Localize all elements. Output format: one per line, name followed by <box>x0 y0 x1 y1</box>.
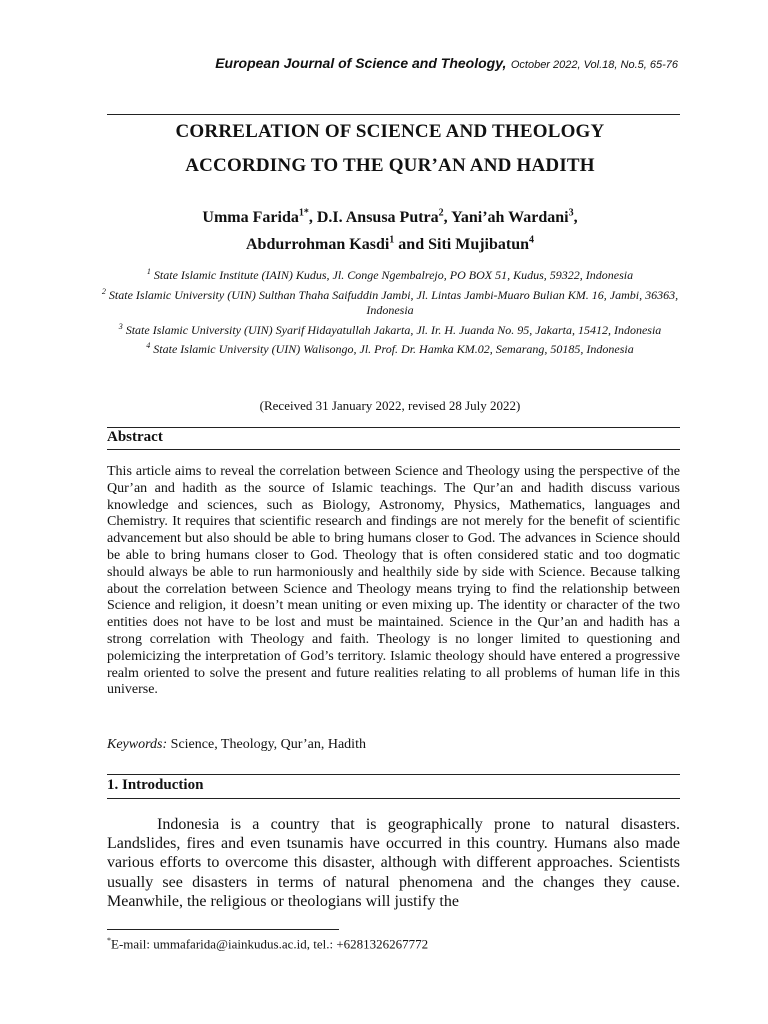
received-dates: (Received 31 January 2022, revised 28 July 2022) <box>259 398 521 413</box>
title-line-2: ACCORDING TO THE QUR’AN AND HADITH <box>185 155 595 176</box>
affiliations <box>100 264 680 358</box>
footnote-rule <box>107 929 339 930</box>
abstract-bottom-rule <box>107 449 680 450</box>
paper-title <box>100 115 680 183</box>
journal-header <box>100 55 678 73</box>
keywords-text: Science, Theology, Qur’an, Hadith <box>170 737 366 752</box>
author: Siti Mujibatun$^4$ <box>428 234 535 253</box>
introduction-heading: 1. Introduction <box>107 777 204 793</box>
footnote-mark: * <box>107 936 111 945</box>
intro-bottom-rule <box>107 798 680 799</box>
author: D.I. Ansusa Putra$^2$, <box>316 208 452 227</box>
affiliation: $^4$ State Islamic University (UIN) Walisongo, Jl. Prof. Dr. Hamka KM.02, Semarang, 50185, Indonesia <box>146 341 634 356</box>
footnote-text: E-mail: ummafarida@iainkudus.ac.id, tel.: +6281326267772 <box>111 936 429 952</box>
issue-info: October 2022, Vol.18, No.5, 65-76 <box>510 59 678 71</box>
abstract-heading: Abstract <box>107 429 163 445</box>
author: Yani’ah Wardani$^3$, <box>451 208 578 227</box>
abstract-top-rule <box>107 427 680 428</box>
author: Abdurrohman Kasdi$^1$ and <box>245 234 429 253</box>
title-line-1: CORRELATION OF SCIENCE AND THEOLOGY <box>175 121 605 142</box>
author-list <box>100 203 680 256</box>
keywords <box>107 737 680 753</box>
abstract-text: This article aims to reveal the correlation between Science and Theology using the perspective of the Qur’an and hadith as the source of Islamic teachings. The Qur’an and hadith discuss various knowledge and sciences, such as Biology, Astronomy, Physics, Mathematics, languages and Chemistry. It requires that scientific research and findings are not merely for the benefit of scientific advancement but also should be able to bring humans closer to God. The advances in Science should be able to bring humans closer to God. Theology that is often considered static and too dogmatic should always be able to run harmoniously and healthily side by side with Science. Because talking about the correlation between Science and Theology means trying to find the relationship between Science and religion, it doesn’t mean uniting or even mixing up. The identity or character of the two entities does not have to be lost and must be maintained. Science in the Qur’an and hadith has a strong correlation with Theology and faith. Theology is no longer limited to questioning and polemicizing the interpretation of God’s territory. Islamic theology should have entered a progressive realm oriented to solve the present and future realities relating to all problems of human life in this universe. <box>107 464 680 698</box>
affiliation: $^2$ State Islamic University (UIN) Sulthan Thaha Saifuddin Jambi, Jl. Lintas Jambi-Muaro Bulian KM. 16, Jambi, 36363, Indonesia <box>101 286 679 317</box>
keywords-label: Keywords: <box>107 737 168 752</box>
affiliation: $^3$ State Islamic University (UIN) Syarif Hidayatullah Jakarta, Jl. Ir. H. Juanda No. 95, Jakarta, 15412, Indonesia <box>118 321 662 337</box>
author: Umma Farida$^{1*}$, <box>202 208 317 227</box>
footnote <box>107 936 680 952</box>
introduction-text: Indonesia is a country that is geographically prone to natural disasters. Landslides, fires and even tsunamis have occurred in this country. Humans also made various efforts to overcome this disaster, although with different approaches. Scientists usually see disasters in terms of natural phenomena and the changes they cause. Meanwhile, the religious or theologians will justify the <box>107 816 680 910</box>
affiliation: $^1$ State Islamic Institute (IAIN) Kudus, Jl. Conge Ngembalrejo, PO BOX 51, Kudus, 59322, Indonesia <box>146 267 634 282</box>
intro-top-rule <box>107 774 680 775</box>
journal-name: European Journal of Science and Theology, <box>215 55 507 71</box>
